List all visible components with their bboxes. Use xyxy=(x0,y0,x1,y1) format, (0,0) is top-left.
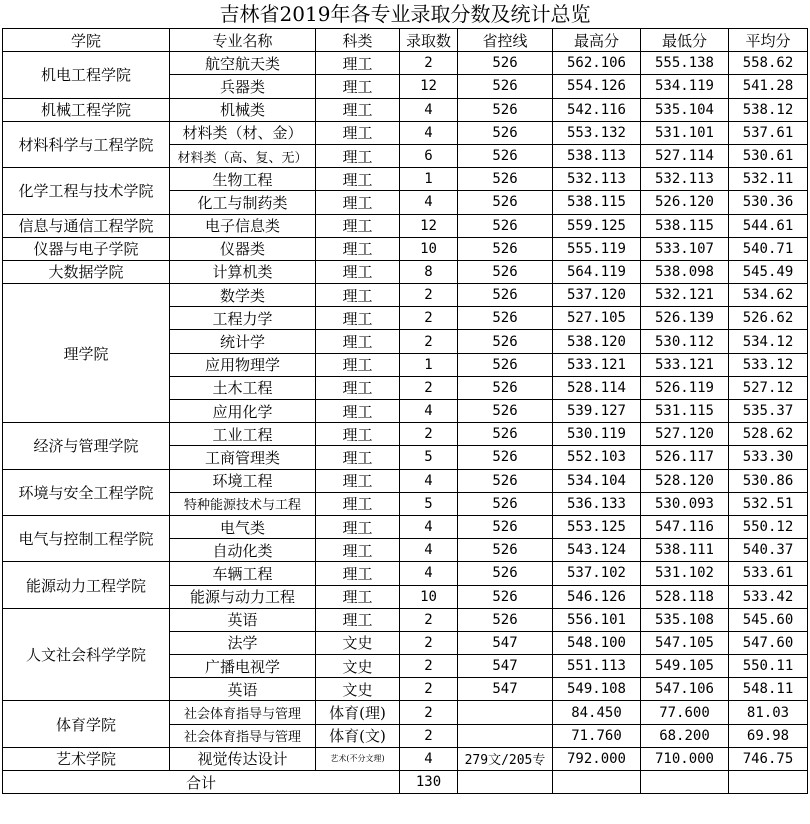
major-cell: 生物工程 xyxy=(170,168,316,191)
column-header: 省控线 xyxy=(458,29,553,52)
count-cell: 10 xyxy=(400,585,458,608)
avg-score-cell: 69.98 xyxy=(729,724,808,747)
control-line-cell: 526 xyxy=(458,191,553,214)
category-cell: 艺术(不分文理) xyxy=(316,747,400,770)
count-cell: 4 xyxy=(400,121,458,144)
max-score-cell: 552.103 xyxy=(553,446,641,469)
avg-score-cell: 81.03 xyxy=(729,701,808,724)
control-line-cell: 526 xyxy=(458,52,553,75)
count-cell: 4 xyxy=(400,98,458,121)
major-cell: 特种能源技术与工程 xyxy=(170,492,316,515)
table-row xyxy=(3,98,808,121)
column-header: 学院 xyxy=(3,29,170,52)
min-score-cell: 528.120 xyxy=(641,469,729,492)
avg-score-cell: 528.62 xyxy=(729,423,808,446)
category-cell: 理工 xyxy=(316,52,400,75)
category-cell: 理工 xyxy=(316,492,400,515)
avg-score-cell: 530.36 xyxy=(729,191,808,214)
min-score-cell: 527.114 xyxy=(641,144,729,167)
min-score-cell: 531.115 xyxy=(641,400,729,423)
column-header: 科类 xyxy=(316,29,400,52)
max-score-cell: 551.113 xyxy=(553,655,641,678)
min-score-cell: 538.098 xyxy=(641,260,729,283)
major-cell: 化工与制药类 xyxy=(170,191,316,214)
min-score-cell: 534.119 xyxy=(641,75,729,98)
count-cell: 5 xyxy=(400,492,458,515)
control-line-cell: 526 xyxy=(458,562,553,585)
avg-score-cell: 538.12 xyxy=(729,98,808,121)
count-cell: 4 xyxy=(400,191,458,214)
count-cell: 8 xyxy=(400,260,458,283)
avg-score-cell: 534.62 xyxy=(729,284,808,307)
college-cell: 大数据学院 xyxy=(3,260,170,283)
max-score-cell: 538.113 xyxy=(553,144,641,167)
major-cell: 兵器类 xyxy=(170,75,316,98)
avg-score-cell: 537.61 xyxy=(729,121,808,144)
count-cell: 12 xyxy=(400,75,458,98)
max-score-cell: 556.101 xyxy=(553,608,641,631)
major-cell: 电气类 xyxy=(170,515,316,538)
count-cell: 4 xyxy=(400,539,458,562)
max-score-cell: 530.119 xyxy=(553,423,641,446)
control-line-cell: 526 xyxy=(458,98,553,121)
table-row xyxy=(3,121,808,144)
category-cell: 理工 xyxy=(316,121,400,144)
table-row xyxy=(3,214,808,237)
avg-score-cell: 534.12 xyxy=(729,330,808,353)
max-score-cell: 527.105 xyxy=(553,307,641,330)
max-score-cell: 548.100 xyxy=(553,631,641,654)
category-cell: 理工 xyxy=(316,353,400,376)
major-cell: 应用物理学 xyxy=(170,353,316,376)
category-cell: 理工 xyxy=(316,168,400,191)
max-score-cell: 549.108 xyxy=(553,678,641,701)
avg-score-cell: 533.61 xyxy=(729,562,808,585)
table-row xyxy=(3,515,808,538)
avg-score-cell: 545.49 xyxy=(729,260,808,283)
table-row xyxy=(3,747,808,770)
min-score-cell: 538.115 xyxy=(641,214,729,237)
major-cell: 材料类（高、复、无） xyxy=(170,144,316,167)
major-cell: 应用化学 xyxy=(170,400,316,423)
category-cell: 理工 xyxy=(316,539,400,562)
avg-score-cell: 746.75 xyxy=(729,747,808,770)
max-score-cell: 543.124 xyxy=(553,539,641,562)
avg-score-cell: 533.30 xyxy=(729,446,808,469)
avg-score-cell: 530.61 xyxy=(729,144,808,167)
min-score-cell: 526.119 xyxy=(641,376,729,399)
table-row xyxy=(3,423,808,446)
avg-score-cell: 541.28 xyxy=(729,75,808,98)
min-score-cell: 533.121 xyxy=(641,353,729,376)
table-row xyxy=(3,52,808,75)
min-score-cell: 549.105 xyxy=(641,655,729,678)
control-line-cell: 526 xyxy=(458,539,553,562)
category-cell: 理工 xyxy=(316,98,400,121)
category-cell: 理工 xyxy=(316,585,400,608)
major-cell: 英语 xyxy=(170,608,316,631)
min-score-cell: 528.118 xyxy=(641,585,729,608)
control-line-cell: 526 xyxy=(458,446,553,469)
total-row xyxy=(3,771,808,794)
major-cell: 广播电视学 xyxy=(170,655,316,678)
major-cell: 环境工程 xyxy=(170,469,316,492)
min-score-cell: 533.107 xyxy=(641,237,729,260)
avg-score-cell: 550.11 xyxy=(729,655,808,678)
control-line-cell: 526 xyxy=(458,214,553,237)
count-cell: 2 xyxy=(400,631,458,654)
control-line-cell: 526 xyxy=(458,423,553,446)
category-cell: 理工 xyxy=(316,214,400,237)
major-cell: 计算机类 xyxy=(170,260,316,283)
min-score-cell: 531.102 xyxy=(641,562,729,585)
college-cell: 仪器与电子学院 xyxy=(3,237,170,260)
control-line-cell: 526 xyxy=(458,144,553,167)
empty-cell xyxy=(553,771,641,794)
count-cell: 2 xyxy=(400,376,458,399)
major-cell: 机械类 xyxy=(170,98,316,121)
max-score-cell: 559.125 xyxy=(553,214,641,237)
category-cell: 理工 xyxy=(316,376,400,399)
category-cell: 理工 xyxy=(316,284,400,307)
category-cell: 文史 xyxy=(316,631,400,654)
count-cell: 4 xyxy=(400,515,458,538)
max-score-cell: 528.114 xyxy=(553,376,641,399)
max-score-cell: 538.120 xyxy=(553,330,641,353)
avg-score-cell: 544.61 xyxy=(729,214,808,237)
college-cell: 理学院 xyxy=(3,284,170,423)
college-cell: 艺术学院 xyxy=(3,747,170,770)
min-score-cell: 555.138 xyxy=(641,52,729,75)
min-score-cell: 68.200 xyxy=(641,724,729,747)
major-cell: 自动化类 xyxy=(170,539,316,562)
max-score-cell: 554.126 xyxy=(553,75,641,98)
table-row xyxy=(3,168,808,191)
count-cell: 2 xyxy=(400,678,458,701)
max-score-cell: 536.133 xyxy=(553,492,641,515)
category-cell: 理工 xyxy=(316,446,400,469)
category-cell: 理工 xyxy=(316,562,400,585)
min-score-cell: 547.106 xyxy=(641,678,729,701)
table-row xyxy=(3,260,808,283)
category-cell: 理工 xyxy=(316,400,400,423)
min-score-cell: 547.105 xyxy=(641,631,729,654)
major-cell: 视觉传达设计 xyxy=(170,747,316,770)
control-line-cell xyxy=(458,701,553,724)
category-cell: 体育(文) xyxy=(316,724,400,747)
category-cell: 理工 xyxy=(316,515,400,538)
min-score-cell: 532.113 xyxy=(641,168,729,191)
min-score-cell: 527.120 xyxy=(641,423,729,446)
min-score-cell: 547.116 xyxy=(641,515,729,538)
avg-score-cell: 545.60 xyxy=(729,608,808,631)
major-cell: 统计学 xyxy=(170,330,316,353)
avg-score-cell: 558.62 xyxy=(729,52,808,75)
control-line-cell: 526 xyxy=(458,469,553,492)
header-row xyxy=(3,29,808,52)
avg-score-cell: 532.11 xyxy=(729,168,808,191)
category-cell: 理工 xyxy=(316,307,400,330)
major-cell: 仪器类 xyxy=(170,237,316,260)
major-cell: 土木工程 xyxy=(170,376,316,399)
column-header: 平均分 xyxy=(729,29,808,52)
control-line-cell: 526 xyxy=(458,585,553,608)
avg-score-cell: 530.86 xyxy=(729,469,808,492)
column-header: 最高分 xyxy=(553,29,641,52)
count-cell: 2 xyxy=(400,307,458,330)
max-score-cell: 546.126 xyxy=(553,585,641,608)
page-title: 吉林省2019年各专业录取分数及统计总览 xyxy=(219,2,591,26)
avg-score-cell: 532.51 xyxy=(729,492,808,515)
category-cell: 理工 xyxy=(316,330,400,353)
college-cell: 经济与管理学院 xyxy=(3,423,170,469)
max-score-cell: 538.115 xyxy=(553,191,641,214)
avg-score-cell: 533.42 xyxy=(729,585,808,608)
college-cell: 环境与安全工程学院 xyxy=(3,469,170,515)
min-score-cell: 532.121 xyxy=(641,284,729,307)
max-score-cell: 532.113 xyxy=(553,168,641,191)
count-cell: 5 xyxy=(400,446,458,469)
count-cell: 2 xyxy=(400,724,458,747)
min-score-cell: 526.120 xyxy=(641,191,729,214)
college-cell: 能源动力工程学院 xyxy=(3,562,170,608)
category-cell: 理工 xyxy=(316,144,400,167)
control-line-cell: 526 xyxy=(458,75,553,98)
total-label: 合计 xyxy=(3,771,400,794)
avg-score-cell: 540.71 xyxy=(729,237,808,260)
min-score-cell: 538.111 xyxy=(641,539,729,562)
min-score-cell: 526.117 xyxy=(641,446,729,469)
count-cell: 10 xyxy=(400,237,458,260)
empty-cell xyxy=(729,771,808,794)
min-score-cell: 535.104 xyxy=(641,98,729,121)
college-cell: 信息与通信工程学院 xyxy=(3,214,170,237)
control-line-cell: 526 xyxy=(458,608,553,631)
major-cell: 航空航天类 xyxy=(170,52,316,75)
major-cell: 社会体育指导与管理 xyxy=(170,724,316,747)
table-row xyxy=(3,701,808,724)
control-line-cell: 526 xyxy=(458,492,553,515)
avg-score-cell: 547.60 xyxy=(729,631,808,654)
max-score-cell: 533.121 xyxy=(553,353,641,376)
control-line-cell: 279文/205专 xyxy=(458,747,553,770)
column-header: 最低分 xyxy=(641,29,729,52)
count-cell: 2 xyxy=(400,701,458,724)
control-line-cell: 526 xyxy=(458,168,553,191)
avg-score-cell: 540.37 xyxy=(729,539,808,562)
min-score-cell: 77.600 xyxy=(641,701,729,724)
max-score-cell: 537.120 xyxy=(553,284,641,307)
count-cell: 2 xyxy=(400,52,458,75)
major-cell: 车辆工程 xyxy=(170,562,316,585)
major-cell: 能源与动力工程 xyxy=(170,585,316,608)
max-score-cell: 542.116 xyxy=(553,98,641,121)
empty-cell xyxy=(458,771,553,794)
college-cell: 体育学院 xyxy=(3,701,170,747)
major-cell: 法学 xyxy=(170,631,316,654)
count-cell: 2 xyxy=(400,423,458,446)
control-line-cell: 547 xyxy=(458,655,553,678)
college-cell: 电气与控制工程学院 xyxy=(3,515,170,561)
count-cell: 4 xyxy=(400,400,458,423)
count-cell: 4 xyxy=(400,562,458,585)
avg-score-cell: 535.37 xyxy=(729,400,808,423)
control-line-cell: 526 xyxy=(458,121,553,144)
max-score-cell: 539.127 xyxy=(553,400,641,423)
major-cell: 电子信息类 xyxy=(170,214,316,237)
college-cell: 机械工程学院 xyxy=(3,98,170,121)
max-score-cell: 534.104 xyxy=(553,469,641,492)
avg-score-cell: 526.62 xyxy=(729,307,808,330)
control-line-cell: 526 xyxy=(458,400,553,423)
category-cell: 理工 xyxy=(316,237,400,260)
category-cell: 文史 xyxy=(316,655,400,678)
avg-score-cell: 533.12 xyxy=(729,353,808,376)
major-cell: 英语 xyxy=(170,678,316,701)
category-cell: 理工 xyxy=(316,75,400,98)
category-cell: 理工 xyxy=(316,469,400,492)
count-cell: 6 xyxy=(400,144,458,167)
min-score-cell: 535.108 xyxy=(641,608,729,631)
count-cell: 2 xyxy=(400,330,458,353)
category-cell: 理工 xyxy=(316,191,400,214)
count-cell: 12 xyxy=(400,214,458,237)
major-cell: 工商管理类 xyxy=(170,446,316,469)
table-row xyxy=(3,284,808,307)
college-cell: 材料科学与工程学院 xyxy=(3,121,170,167)
control-line-cell xyxy=(458,724,553,747)
max-score-cell: 792.000 xyxy=(553,747,641,770)
table-row xyxy=(3,562,808,585)
category-cell: 理工 xyxy=(316,260,400,283)
control-line-cell: 526 xyxy=(458,284,553,307)
table-row xyxy=(3,237,808,260)
control-line-cell: 526 xyxy=(458,260,553,283)
category-cell: 理工 xyxy=(316,423,400,446)
control-line-cell: 526 xyxy=(458,330,553,353)
table-row xyxy=(3,469,808,492)
major-cell: 数学类 xyxy=(170,284,316,307)
table-row xyxy=(3,608,808,631)
max-score-cell: 555.119 xyxy=(553,237,641,260)
max-score-cell: 562.106 xyxy=(553,52,641,75)
college-cell: 机电工程学院 xyxy=(3,52,170,98)
max-score-cell: 553.125 xyxy=(553,515,641,538)
count-cell: 4 xyxy=(400,469,458,492)
college-cell: 化学工程与技术学院 xyxy=(3,168,170,214)
max-score-cell: 84.450 xyxy=(553,701,641,724)
column-header: 专业名称 xyxy=(170,29,316,52)
count-cell: 2 xyxy=(400,655,458,678)
count-cell: 2 xyxy=(400,284,458,307)
total-count: 130 xyxy=(400,771,458,794)
control-line-cell: 526 xyxy=(458,376,553,399)
min-score-cell: 530.093 xyxy=(641,492,729,515)
min-score-cell: 531.101 xyxy=(641,121,729,144)
control-line-cell: 526 xyxy=(458,515,553,538)
avg-score-cell: 527.12 xyxy=(729,376,808,399)
major-cell: 工程力学 xyxy=(170,307,316,330)
control-line-cell: 526 xyxy=(458,353,553,376)
admission-table xyxy=(2,28,808,794)
major-cell: 工业工程 xyxy=(170,423,316,446)
category-cell: 理工 xyxy=(316,608,400,631)
max-score-cell: 537.102 xyxy=(553,562,641,585)
category-cell: 体育(理) xyxy=(316,701,400,724)
avg-score-cell: 548.11 xyxy=(729,678,808,701)
control-line-cell: 547 xyxy=(458,678,553,701)
table-body xyxy=(3,52,808,794)
control-line-cell: 526 xyxy=(458,307,553,330)
control-line-cell: 526 xyxy=(458,237,553,260)
count-cell: 1 xyxy=(400,353,458,376)
college-cell: 人文社会科学学院 xyxy=(3,608,170,701)
max-score-cell: 553.132 xyxy=(553,121,641,144)
major-cell: 社会体育指导与管理 xyxy=(170,701,316,724)
avg-score-cell: 550.12 xyxy=(729,515,808,538)
min-score-cell: 526.139 xyxy=(641,307,729,330)
count-cell: 4 xyxy=(400,747,458,770)
count-cell: 1 xyxy=(400,168,458,191)
min-score-cell: 710.000 xyxy=(641,747,729,770)
max-score-cell: 71.760 xyxy=(553,724,641,747)
empty-cell xyxy=(641,771,729,794)
max-score-cell: 564.119 xyxy=(553,260,641,283)
major-cell: 材料类（材、金） xyxy=(170,121,316,144)
control-line-cell: 547 xyxy=(458,631,553,654)
column-header: 录取数 xyxy=(400,29,458,52)
category-cell: 文史 xyxy=(316,678,400,701)
min-score-cell: 530.112 xyxy=(641,330,729,353)
count-cell: 2 xyxy=(400,608,458,631)
